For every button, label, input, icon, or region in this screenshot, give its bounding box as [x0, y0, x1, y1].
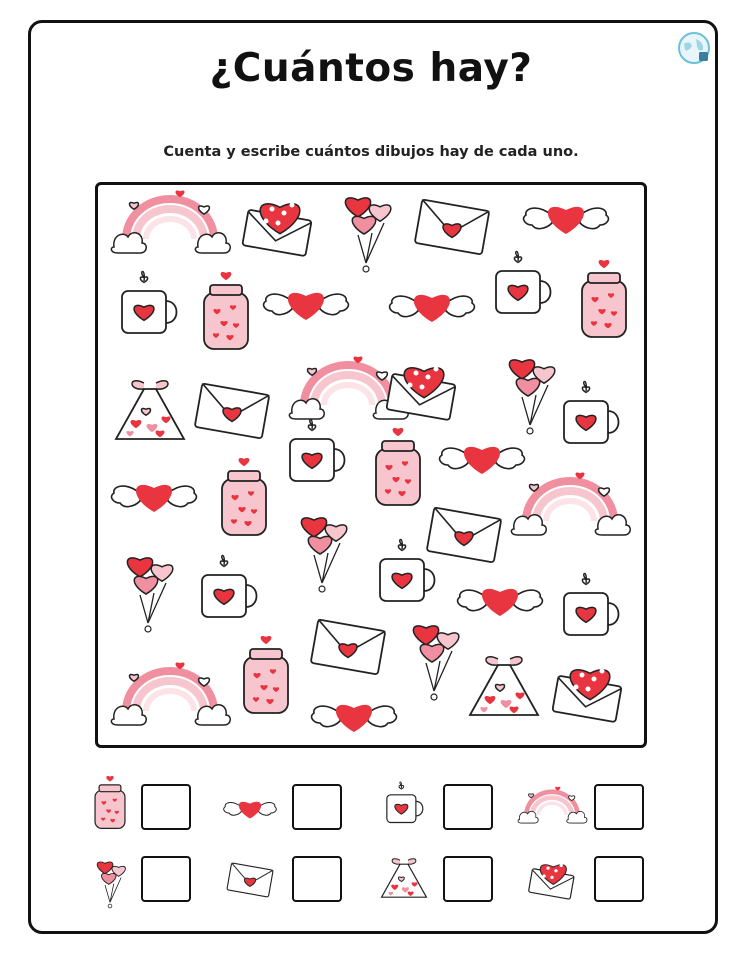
balloons-picture	[301, 518, 346, 592]
winged-heart-count-box[interactable]	[292, 784, 342, 830]
gift-bag-key-icon	[364, 848, 444, 912]
jar-key-icon	[70, 776, 150, 840]
rainbow-picture	[111, 190, 230, 253]
picture-board	[95, 182, 647, 748]
mug-picture	[202, 556, 257, 618]
mug-picture	[564, 382, 619, 444]
jar-picture	[376, 428, 420, 505]
envelope-key-icon	[210, 848, 290, 912]
balloons-picture	[127, 558, 172, 632]
envelope-picture	[195, 383, 270, 438]
mug-picture	[290, 420, 345, 482]
winged-heart-picture	[112, 485, 197, 512]
balloons-count-box[interactable]	[141, 856, 191, 902]
balloons-picture	[345, 198, 390, 272]
balloons-key-icon	[70, 848, 150, 912]
winged-heart-picture	[390, 295, 475, 322]
rainbow-picture	[111, 662, 230, 725]
balloons-picture	[509, 360, 554, 434]
jar-picture	[582, 260, 626, 337]
instruction-text: Cuenta y escribe cuántos dibujos hay de cada uno.	[163, 144, 579, 160]
mug-picture	[122, 272, 177, 334]
winged-heart-picture	[524, 207, 609, 234]
envelope-count-box[interactable]	[292, 856, 342, 902]
winged-heart-picture	[440, 447, 525, 474]
gift-bag-picture	[116, 381, 184, 439]
rainbow-picture	[511, 472, 630, 535]
mug-picture	[564, 574, 619, 636]
jar-count-box[interactable]	[141, 784, 191, 830]
envelope-picture	[415, 199, 490, 254]
winged-heart-picture	[458, 589, 543, 616]
jar-picture	[204, 272, 248, 349]
winged-heart-picture	[264, 293, 349, 320]
jar-picture	[222, 458, 266, 535]
picture-canvas	[98, 185, 644, 745]
gift-bag-count-box[interactable]	[443, 856, 493, 902]
rainbow-key-icon	[512, 776, 592, 840]
mug-count-box[interactable]	[443, 784, 493, 830]
envelope-heart-key-icon	[512, 848, 592, 912]
envelope-picture	[311, 619, 386, 674]
mug-key-icon	[364, 776, 444, 840]
winged-heart-picture	[312, 705, 397, 732]
page-title: ¿Cuántos hay?	[209, 46, 533, 91]
balloons-picture	[413, 626, 458, 700]
envelope-picture	[427, 507, 502, 562]
mug-picture	[496, 252, 551, 314]
gift-bag-picture	[470, 657, 538, 715]
winged-heart-key-icon	[210, 776, 290, 840]
envelope-heart-count-box[interactable]	[594, 856, 644, 902]
envelope-heart-picture	[552, 669, 621, 723]
envelope-heart-picture	[242, 203, 311, 257]
rainbow-count-box[interactable]	[594, 784, 644, 830]
jar-picture	[244, 636, 288, 713]
